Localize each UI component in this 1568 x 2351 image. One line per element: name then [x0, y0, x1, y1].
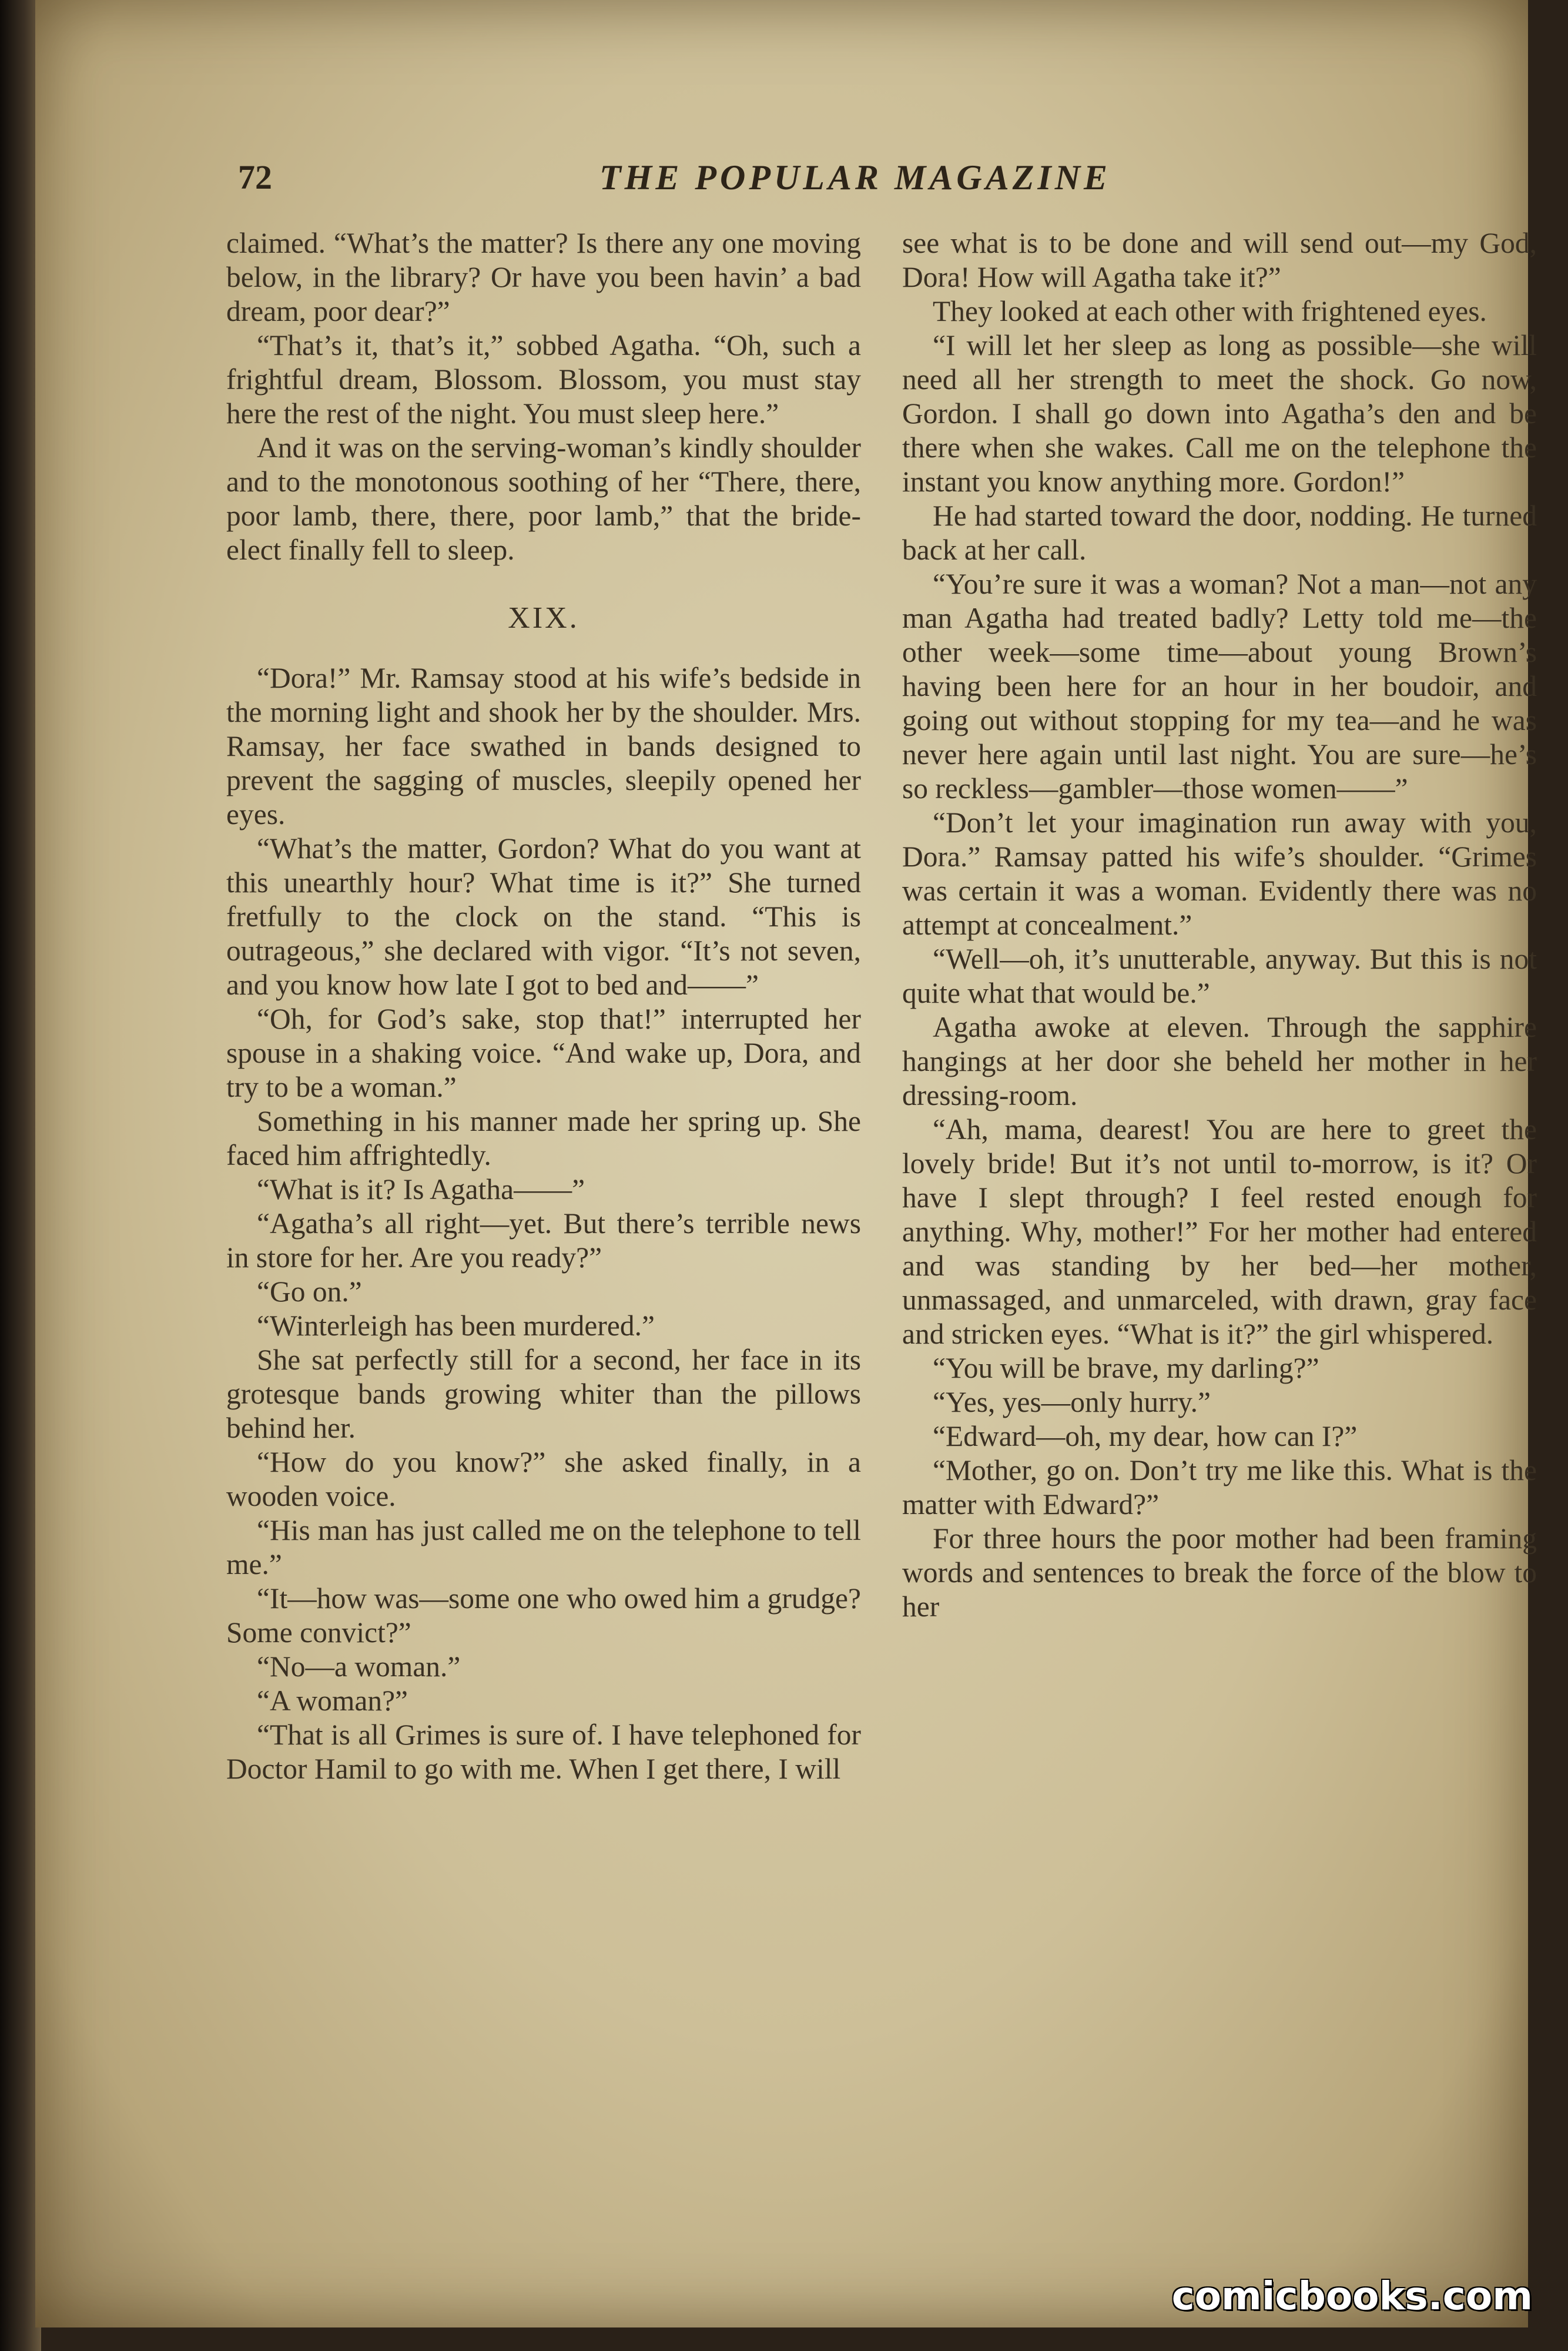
paragraph: claimed. “What’s the matter? Is there any one moving below, in the library? Or have you been havin’ a bad dream, poor dear?” [226, 227, 861, 327]
paragraph: “What is it? Is Agatha——” [257, 1173, 585, 1205]
paragraph: “You’re sure it was a woman? Not a man—not any man Agatha had treated badly? Letty told me—the other week—some time—about young Brown’s having been here for an hour in her boudoir, and going out without stopping for my tea—and he was never here again until last night. You are sure—he’s so reckless—gambler—those women——” [902, 568, 1537, 805]
paragraph: “No—a woman.” [257, 1650, 461, 1683]
paragraph: “Dora!” Mr. Ramsay stood at his wife’s bedside in the morning light and shook her by the shoulder. Mrs. Ramsay, her face swathed in bands designed to prevent the sagging of muscles, sleepily opened her eyes. [226, 662, 861, 830]
page-header [35, 158, 1528, 210]
paragraph: For three hours the poor mother had been framing words and sentences to break the force of the blow to her [902, 1522, 1537, 1623]
paragraph: “A woman?” [257, 1684, 408, 1717]
paragraph: Something in his manner made her spring up. She faced him affrightedly. [226, 1105, 861, 1171]
paragraph: “Edward—oh, my dear, how can I?” [933, 1420, 1358, 1452]
paragraph: Agatha awoke at eleven. Through the sapphire hangings at her door she beheld her mother in her dressing-room. [902, 1011, 1537, 1111]
paragraph: He had started toward the door, nodding. He turned back at her call. [902, 500, 1537, 566]
paragraph: “Agatha’s all right—yet. But there’s terrible news in store for her. Are you ready?” [226, 1207, 861, 1274]
paragraph: “Go on.” [257, 1275, 362, 1308]
paragraph: “That is all Grimes is sure of. I have telephoned for Doctor Hamil to go with me. When I get there, I will [226, 1719, 861, 1785]
paragraph: “That’s it, that’s it,” sobbed Agatha. “Oh, such a frightful dream, Blossom. Blossom, you must stay here the rest of the night. You must sleep here.” [226, 329, 861, 430]
paragraph: “How do you know?” she asked finally, in a wooden voice. [226, 1446, 861, 1512]
left-column [226, 226, 861, 1786]
running-head: THE POPULAR MAGAZINE [599, 158, 1111, 197]
paragraph: “You will be brave, my darling?” [933, 1352, 1319, 1384]
source-watermark: comicbooks.com [1171, 2273, 1533, 2319]
paragraph: “His man has just called me on the telephone to tell me.” [226, 1514, 861, 1580]
paragraph: “Winterleigh has been murdered.” [257, 1310, 655, 1342]
page-number: 72 [238, 158, 272, 196]
right-column [902, 226, 1537, 1624]
paragraph: “I will let her sleep as long as possible—she will need all her strength to meet the shock. Go now, Gordon. I shall go down into Agatha’s den and be there when she wakes. Call me on the telephone the instant you know anything more. Gordon!” [902, 329, 1537, 498]
paragraph: “Well—oh, it’s unutterable, anyway. But this is not quite what that would be.” [902, 943, 1537, 1009]
paragraph: She sat perfectly still for a second, her face in its grotesque bands growing whiter than the pillows behind her. [226, 1344, 861, 1444]
paragraph: “Yes, yes—only hurry.” [933, 1386, 1211, 1418]
paragraph: “It—how was—some one who owed him a grudge? Some convict?” [226, 1582, 861, 1649]
paragraph: And it was on the serving-woman’s kindly shoulder and to the monotonous soothing of her “There, there, poor lamb, there, there, poor lamb,” that the bride-elect finally fell to sleep. [226, 431, 861, 566]
paragraph: “Don’t let your imagination run away with you, Dora.” Ramsay patted his wife’s shoulder. “Grimes was certain it was a woman. Evidently there was no attempt at concealment.” [902, 806, 1537, 941]
paragraph: “Ah, mama, dearest! You are here to greet the lovely bride! But it’s not until to-morrow, is it? Or have I slept through? I feel rested enough for anything. Why, mother!” For her mother had entered and was standing by her bed—her mother, unmassaged, and unmarceled, with drawn, gray face and stricken eyes. “What is it?” the girl whispered. [902, 1113, 1537, 1350]
paragraph: “Mother, go on. Don’t try me like this. What is the matter with Edward?” [902, 1454, 1537, 1521]
paragraph: “Oh, for God’s sake, stop that!” interrupted her spouse in a shaking voice. “And wake up, Dora, and try to be a woman.” [226, 1003, 861, 1103]
paragraph: They looked at each other with frightened eyes. [933, 295, 1487, 327]
magazine-page [35, 0, 1537, 2327]
chapter-heading: XIX. [508, 601, 579, 635]
paragraph: see what is to be done and will send out—my God, Dora! How will Agatha take it?” [902, 227, 1537, 293]
paragraph: “What’s the matter, Gordon? What do you want at this unearthly hour? What time is it?” She turned fretfully to the clock on the stand. “This is outrageous,” she declared with vigor. “It’s not seven, and you know how late I got to bed and——” [226, 832, 861, 1001]
